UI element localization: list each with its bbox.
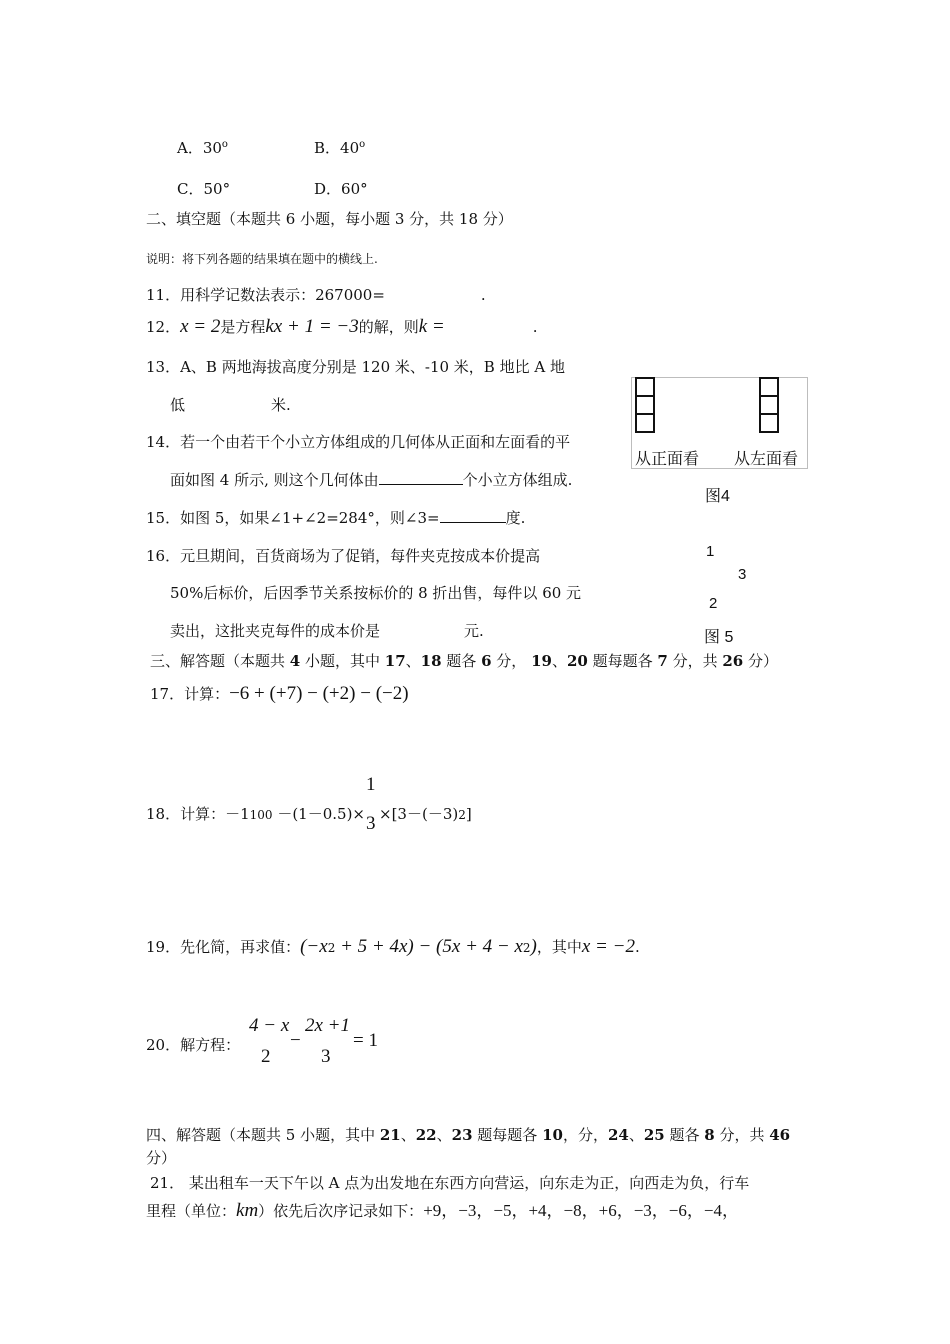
q20-frac1-num: 4 − x	[249, 1015, 290, 1036]
cube	[635, 377, 655, 397]
q18-frac-den: 3	[366, 813, 376, 834]
q13-line2: 低 米.	[170, 396, 291, 414]
q16-line1: 16．元旦期间，百货商场为了促销，每件夹克按成本价提高	[146, 547, 541, 565]
q14-line1: 14．若一个由若干个小立方体组成的几何体从正面和左面看的平	[146, 433, 571, 451]
option-a: A．30$^o$	[177, 139, 228, 157]
q16-line3: 卖出，这批夹克每件的成本价是 元.	[170, 622, 484, 640]
left-view-label: 从左面看	[734, 451, 799, 468]
left-view-stack	[759, 379, 779, 433]
q14-answer-blank	[379, 470, 463, 485]
section4-heading-line1: 四、解答题（本题共 5 小题，其中 21、22、23 题每题各 10，分，24、25 题各 8 分，共 46	[146, 1126, 791, 1144]
figure5-caption: 图 5	[704, 629, 734, 646]
cube	[759, 377, 779, 397]
q11: 11．用科学记数法表示：267000= .	[146, 286, 486, 304]
section2-heading: 二、填空题（本题共 6 小题，每小题 3 分，共 18 分）	[146, 210, 513, 228]
q20-minus: −	[290, 1030, 301, 1051]
q20-rhs: = 1	[353, 1030, 378, 1051]
q19: 19．先化简，再求值：(−x2 + 5 + 4x) − (5x + 4 − x2)，其中x = −2.	[146, 936, 640, 957]
angle-label-2: 2	[709, 595, 718, 612]
section4-heading-line2: 分）	[146, 1149, 177, 1167]
q18: 18．计算：－1100 －(1－0.5)× 1 3 ×[3－(－3)2]	[146, 774, 472, 834]
option-b: B．40$^o$	[314, 139, 366, 157]
q20-frac2-den: 3	[321, 1046, 331, 1067]
q12: 12．x = 2是方程kx + 1 = −3的解，则k = .	[146, 316, 538, 337]
cube	[759, 395, 779, 415]
cube	[759, 413, 779, 433]
q14-line2: 面如图 4 所示, 则这个几何体由 个小立方体组成.	[170, 471, 573, 489]
q21-line1: 21． 某出租车一天下午以 A 点为出发地在东西方向营运，向东走为正，向西走为负，行车	[150, 1174, 750, 1192]
figure4-caption: 图4	[705, 488, 730, 505]
q13-line1: 13．A、B 两地海拔高度分别是 120 米、-10 米，B 地比 A 地	[146, 358, 565, 376]
angle-label-1: 1	[706, 543, 715, 560]
q21-line2: 里程（单位：km）依先后次序记录如下：+9，−3，−5，+4，−8，+6，−3，−6，−4，	[146, 1200, 739, 1221]
q18-frac-num: 1	[366, 774, 376, 795]
section3-heading: 三、解答题（本题共 4 小题，其中 17、18 题各 6 分， 19、20 题每题各 7 分，共 26 分）	[150, 652, 779, 670]
q15: 15．如图 5，如果∠1+∠2=284°，则∠3= 度.	[146, 509, 526, 527]
option-d: D．60°	[314, 180, 368, 198]
q20-frac1-den: 2	[261, 1046, 271, 1067]
cube	[635, 413, 655, 433]
q20-frac2-num: 2x +1	[305, 1015, 351, 1036]
q17: 17．计算：−6 + (+7) − (+2) − (−2)	[150, 683, 409, 704]
cube	[635, 395, 655, 415]
angle-label-3: 3	[738, 566, 747, 583]
q16-line2: 50%后标价，后因季节关系按标价的 8 折出售，每件以 60 元	[170, 584, 582, 602]
option-c: C．50°	[177, 180, 231, 198]
q20-label: 20．解方程：	[146, 1036, 241, 1054]
q15-answer-blank	[440, 508, 506, 523]
front-view-label: 从正面看	[635, 451, 700, 468]
section2-note: 说明：将下列各题的结果填在题中的横线上.	[146, 252, 378, 266]
figure4-box	[631, 377, 808, 469]
front-view-stack	[635, 379, 655, 433]
